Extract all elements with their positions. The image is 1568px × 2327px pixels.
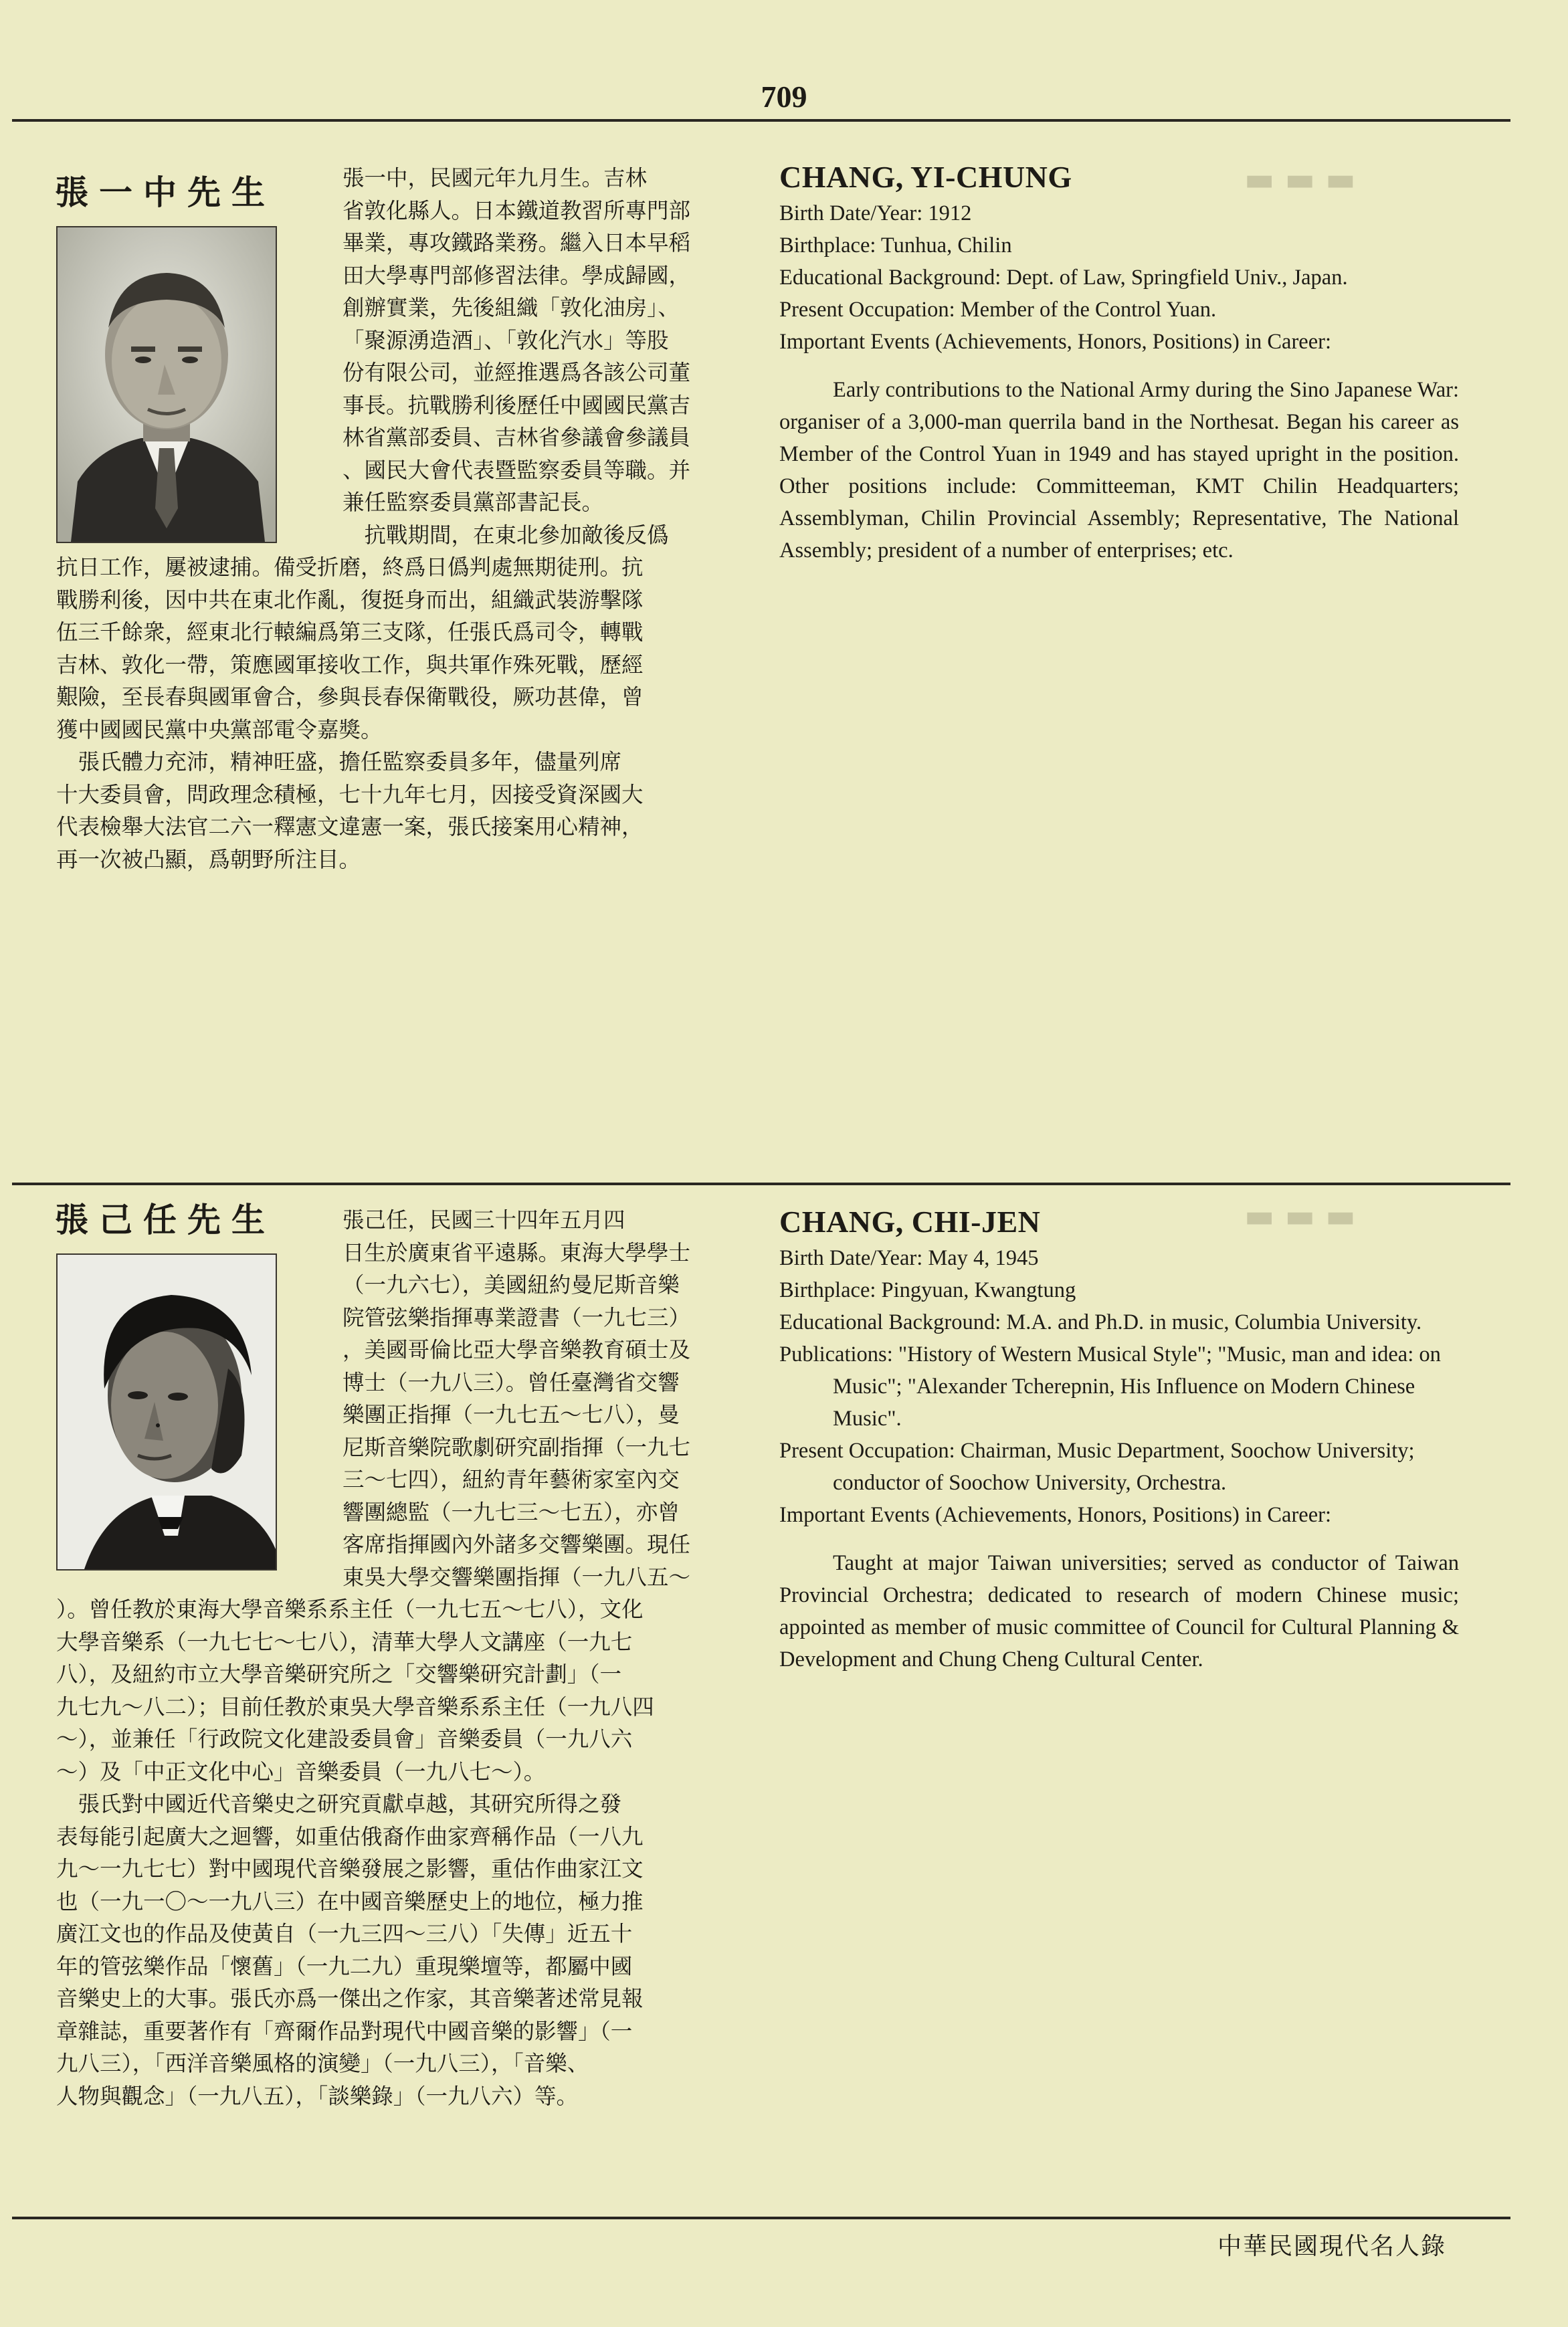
- portrait-photo: [56, 226, 277, 543]
- chinese-name: 張一中先生: [55, 173, 276, 212]
- education: Educational Background: Dept. of Law, Springfield Univ., Japan.: [779, 266, 1348, 290]
- birthplace: Birthplace: Tunhua, Chilin: [779, 233, 1012, 258]
- portrait-man-icon: [58, 227, 276, 542]
- english-name: CHANG, CHI-JEN: [779, 1205, 1041, 1239]
- footer-rule: [12, 2217, 1510, 2219]
- portrait-young-man-icon: [58, 1255, 276, 1569]
- occupation: Present Occupation: Chairman, Music Department, Soochow University; conductor of Soochow University, Orchestra.: [779, 1439, 1415, 1495]
- birth-date: Birth Date/Year: 1912: [779, 201, 972, 225]
- english-bio: [779, 159, 1459, 567]
- page-number: 709: [761, 80, 807, 114]
- events-heading: Important Events (Achievements, Honors, Positions) in Career:: [779, 1503, 1331, 1527]
- birthplace: Birthplace: Pingyuan, Kwangtung: [779, 1278, 1076, 1302]
- chinese-bio-top: 張己任，民國三十四年五月四 日生於廣東省平遠縣。東海大學學士 （一九六七），美國紐約曼尼斯音樂 院管弦樂指揮專業證書（一九七三） ，美國哥倫比亞大學音樂教育碩士及 博士（一九八三）。曾任臺灣省交響 樂團正指揮（一九七五～七八），曼 尼斯音樂院歌劇研究副指揮（一九七 三～七四），紐約青年藝術家室內交 響團總監（一九七三～七五），亦曾 客席指揮國內外諸多交響樂團。現任 東吳大學交響樂團指揮（一九八五～: [342, 1207, 691, 1590]
- chinese-bio-bottom: 抗日工作，屢被逮捕。備受折磨，終爲日僞判處無期徒刑。抗 戰勝利後，因中共在東北作亂，復挺身而出，組織武裝游擊隊 伍三千餘衆，經東北行轅編爲第三支隊，任張氏爲司令，轉戰 吉林、敦化一帶，策應國軍接收工作，與共軍作殊死戰，歷經 艱險，至長春與國軍會合，參與長春保衛戰役，厥功甚偉，曾 獲中國國民黨中央黨部電令嘉獎。 張氏體力充沛，精神旺盛，擔任監察委員多年，儘量列席 十大委員會，問政理念積極，七十九年七月，因接受資深國大 代表檢舉大法官二六一釋憲文違憲一案，張氏接案用心精神， 再一次被凸顯，爲朝野所注目。: [56, 554, 644, 872]
- chinese-bio-top: 張一中，民國元年九月生。吉林 省敦化縣人。日本鐵道教習所專門部 畢業，專攻鐵路業務。繼入日本早稻 田大學專門部修習法律。學成歸國， 創辦實業，先後組織「敦化油房」、 「聚源湧造酒」、「敦化汽水」等股 份有限公司，並經推選爲各該公司董 事長。抗戰勝利後歷任中國國民黨吉 林省黨部委員、吉林省參議會參議員 、國民大會代表暨監察委員等職。并 兼任監察委員黨部書記長。 抗戰期間，在東北參加敵後反僞: [342, 165, 691, 548]
- education: Educational Background: M.A. and Ph.D. in music, Columbia University.: [779, 1310, 1422, 1334]
- occupation: Present Occupation: Member of the Control Yuan.: [779, 298, 1217, 322]
- chinese-bio-bottom: ）。曾任教於東海大學音樂系系主任（一九七五～七八），文化 大學音樂系（一九七七～七八），清華大學人文講座（一九七 八），及紐約市立大學音樂研究所之「交響樂研究計劃」（一 九七九～八二）；目前任教於東吳大學音樂系系主任（一九八四 ～），並兼任「行政院文化建設委員會」音樂委員（一九八六 ～）及「中正文化中心」音樂委員（一九八七～）。 張氏對中國近代音樂史之研究貢獻卓越，其研究所得之發 表每能引起廣大之迴響，如重估俄裔作曲家齊稱作品（一八九 九～一九七七）對中國現代音樂發展之影響，重估作曲家江文 也（一九一〇～一九八三）在中國音樂歷史上的地位，極力推 廣江文也的作品及使黃自（一九三四～三八）「失傳」近五十 年的管弦樂作品「懷舊」（一九二九）重現樂壇等，都屬中國 音樂史上的大事。張氏亦爲一傑出之作家，其音樂著述常見報 章雜誌，重要著作有「齊爾作品對現代中國音樂的影響」（一 九八三），「西洋音樂風格的演變」（一九八三），「音樂、 人物與觀念」（一九八五），「談樂錄」（一九八六）等。: [56, 1597, 654, 2109]
- footer-book-title: 中華民國現代名人錄: [1217, 2233, 1447, 2260]
- chinese-name: 張己任先生: [55, 1201, 276, 1239]
- career-text: Taught at major Taiwan universities; served as conductor of Taiwan Provincial Orchestra; dedicated to research of modern Chinese music; appointed as member of music committee of Council for Cultural Planning & Development and Chung Cheng Cultural Center.: [779, 1551, 1459, 1672]
- publications: Publications: "History of Western Musical Style"; "Music, man and idea: on Music"; "Alexander Tcherepnin, His Influence on Modern Chinese Music".: [779, 1342, 1441, 1431]
- career-text: Early contributions to the National Army during the Sino Japanese War: organiser of a 3,000-man querrila band in the Northesat. Began his career as Member of the Control Yuan in 1949 and has stayed upright in the position. Other positions include: Committeeman, KMT Chilin Headquarters; Assemblyman, Chilin Provincial Assembly; Representative, The National Assembly; president of a number of enterprises; etc.: [779, 378, 1459, 563]
- birth-date: Birth Date/Year: May 4, 1945: [779, 1246, 1039, 1270]
- bleed-through-mark: ▬ ▬ ▬: [1244, 1197, 1356, 1235]
- portrait-photo: [56, 1253, 277, 1571]
- header-rule: [12, 119, 1510, 122]
- events-heading: Important Events (Achievements, Honors, Positions) in Career:: [779, 330, 1331, 354]
- english-name: CHANG, YI-CHUNG: [779, 160, 1072, 194]
- entry-divider: [12, 1183, 1510, 1185]
- bleed-through-mark: ▬ ▬ ▬: [1244, 161, 1356, 198]
- english-bio: [779, 1204, 1459, 1676]
